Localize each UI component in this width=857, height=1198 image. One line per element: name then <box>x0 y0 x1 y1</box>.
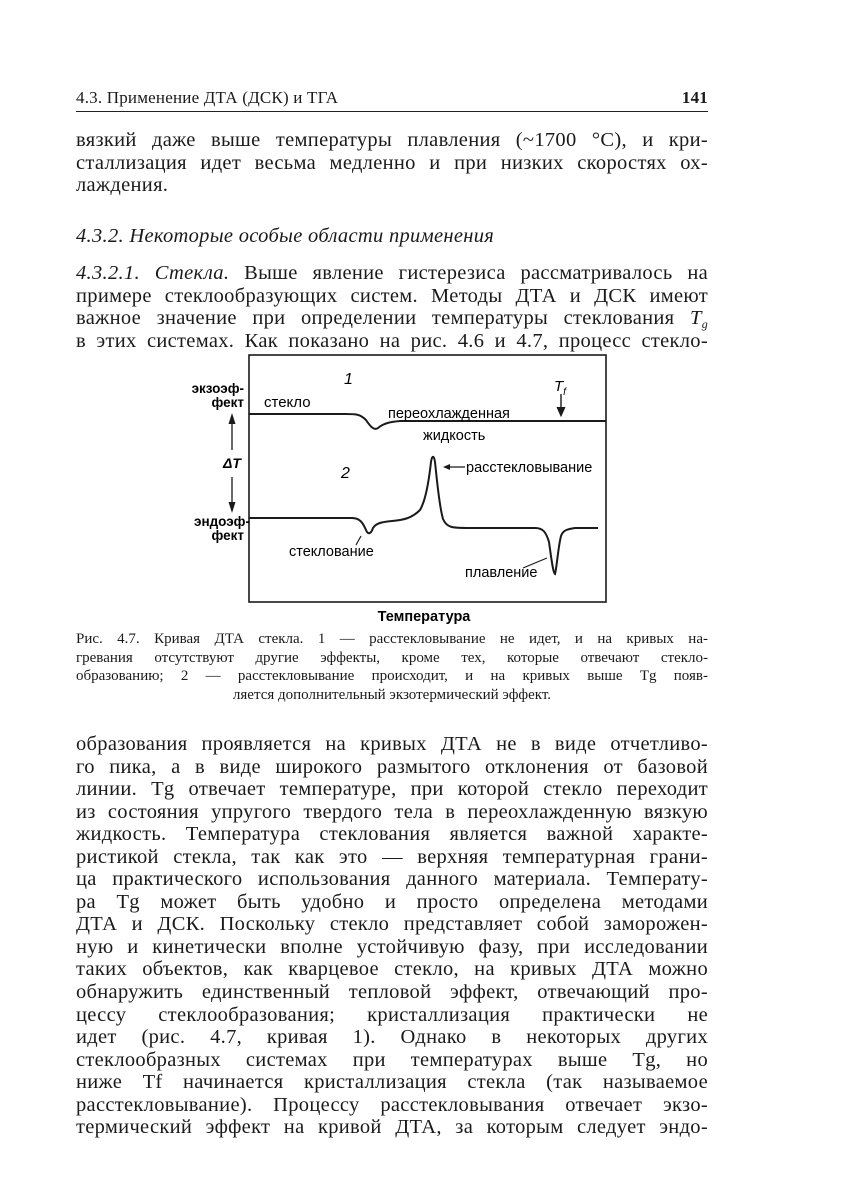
text-line: ДТА и ДСК. Поскольку стекло представляет собой заморожен- <box>76 913 708 936</box>
devitrification-leader-head <box>443 464 450 470</box>
subsection-lead: 4.3.2.1. Стекла. <box>76 262 230 284</box>
tf-letter: T <box>554 378 564 395</box>
text-line: жидкость. Температура стеклования является важной характе- <box>76 823 708 846</box>
text-line: образования проявляется на кривых ДТА не в виде отчетливо- <box>76 733 708 755</box>
paragraph-3 <box>76 733 708 1139</box>
text-line: го пика, а в виде широкого размытого отклонения от базовой <box>76 755 708 778</box>
text-line: цессу стеклообразования; кристаллизация практически не <box>76 1003 708 1026</box>
text-line: стеклообразных системах при температурах выше Tg, но <box>76 1048 708 1071</box>
text-line: ниже Tf начинается кристаллизация стекла (так называемое <box>76 1071 708 1094</box>
text-line: ца практического использования данного материала. Температу- <box>76 868 708 891</box>
page-number: 141 <box>681 88 708 107</box>
text-line: сталлизация идет весьма медленно и при низких скоростях ох- <box>76 151 708 174</box>
exo-arrow-head <box>229 413 236 424</box>
text-line: термический эффект на кривой ДТА, за которым следует эндо- <box>76 1116 708 1139</box>
text-line: идет (рис. 4.7, кривая 1). Однако в некоторых других <box>76 1026 708 1049</box>
text-line: ристикой стекла, так как это — верхняя температурная грани- <box>76 845 708 868</box>
caption-line: образованию; 2 — расстекловывание происходит, и на кривых выше Tg появ- <box>76 668 708 684</box>
caption-line: гревания отсутствуют другие эффекты, кроме тех, которые отвечают стекло- <box>76 649 708 666</box>
delta-t-label: ΔT <box>223 455 241 471</box>
glass-label: стекло <box>264 394 311 411</box>
symbol-letter: T <box>689 307 702 329</box>
text-line: ную и кинетически вполне устойчивую фазу, при исследовании <box>76 935 708 958</box>
text-fragment: важное значение при определении температуры стеклования <box>76 307 675 329</box>
supercooled-label-line1: переохлажденная <box>388 406 510 422</box>
tf-arrow-head <box>557 407 565 416</box>
text-line: линии. Tg отвечает температуре, при которой стекло переходит <box>76 778 708 801</box>
glass-transition-label: стеклование <box>289 544 374 560</box>
text-fragment: Выше явление гистерезиса рассматривалось на <box>244 262 708 284</box>
curve-1-number: 1 <box>344 371 353 388</box>
figure-caption <box>76 630 708 704</box>
endo-arrow-head <box>229 502 236 513</box>
exo-label-line2: фект <box>211 395 244 410</box>
melting-label: плавление <box>465 565 538 581</box>
caption-line: Рис. 4.7. Кривая ДТА стекла. 1 — расстекловывание не идет, и на кривых на- <box>76 631 708 647</box>
devitrification-label: расстекловывание <box>466 460 593 476</box>
caption-line: ляется дополнительный экзотермический эффект. <box>232 686 552 703</box>
text-line: из состояния упругого твердого тела в переохлажденную вязкую <box>76 800 708 823</box>
text-line: вязкий даже выше температуры плавления (~1700 °С), и кри- <box>76 129 708 151</box>
endo-label-line1: эндоэф- <box>193 514 250 529</box>
tf-subscript: f <box>563 387 566 398</box>
text-line: ра Tg может быть удобно и просто определена методами <box>76 890 708 913</box>
section-title: 4.3. Применение ДТА (ДСК) и ТГА <box>76 88 339 107</box>
x-axis-label: Температура <box>377 609 471 625</box>
text-line: в этих системах. Как показано на рис. 4.6 и 4.7, процесс стекло- <box>76 329 708 352</box>
text-line: таких объектов, как кварцевое стекло, на кривых ДТА можно <box>76 958 708 981</box>
text-line: обнаружить единственный тепловой эффект, отвечающий про- <box>76 981 708 1004</box>
exo-label-line1: экзоэф- <box>191 381 244 396</box>
text-line: лаждения. <box>76 174 169 196</box>
text-line: примере стеклообразующих систем. Методы ДТА и ДСК имеют <box>76 284 708 307</box>
symbol-subscript: g <box>701 317 708 331</box>
section-heading: 4.3.2. Некоторые особые области применения <box>76 225 495 247</box>
endo-label-line2: фект <box>211 528 244 543</box>
text-line: расстекловывание). Процессу расстекловывания отвечает экзо- <box>76 1093 708 1116</box>
curve-2-number: 2 <box>341 465 350 482</box>
supercooled-label-line2: жидкость <box>423 428 486 444</box>
